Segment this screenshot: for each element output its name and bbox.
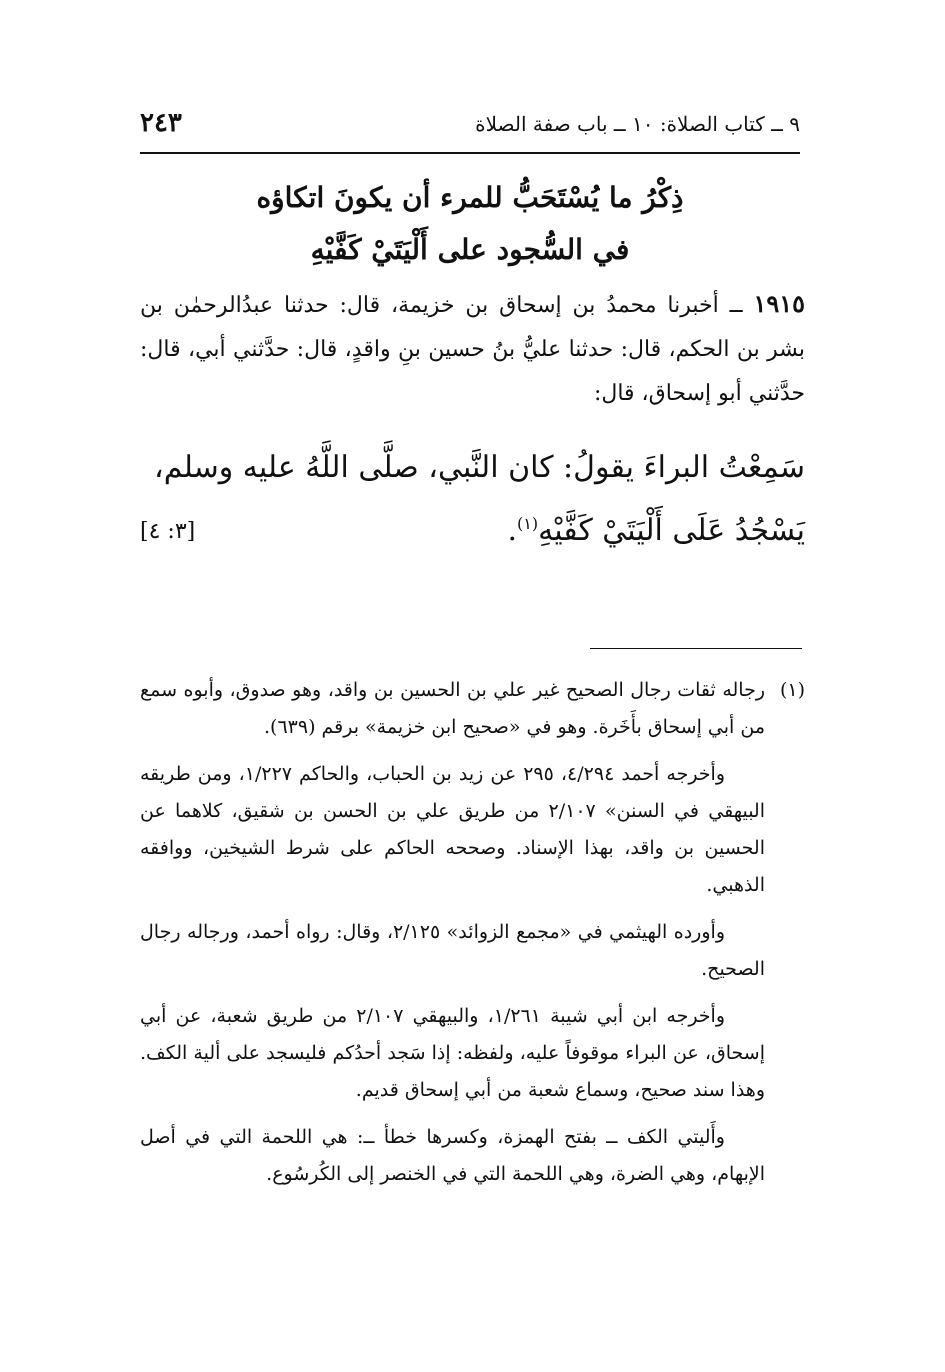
footnote-number: (١)	[779, 679, 805, 701]
footnote-marker: (١)	[517, 514, 539, 533]
matn-line-1: سَمِعْتُ البراءَ يقولُ: كان النَّبي، صلَّى اللَّهُ عليه وسلم،	[154, 450, 805, 485]
footnote-paragraph-2: وأخرجه أحمد ٤/٢٩٤، ٢٩٥ عن زيد بن الحباب، والحاكم ١/٢٢٧، ومن طريقه البيهقي في السنن» ٢/١٠٧ من طريق علي بن الحسن بن شقيق، كلاهما عن الحسين بن واقد، بهذا الإسناد. وصححه الحاكم على شرط الشيخين، ووافقه الذهبي.	[140, 763, 765, 896]
hadith-reference: [٣: ٤]	[140, 519, 196, 544]
matn-end: .	[507, 513, 518, 548]
chapter-title-line-2: في السُّجود على أَلْيَتَيْ كَفَّيْهِ	[310, 233, 630, 266]
footnote-paragraph-3: وأورده الهيثمي في «مجمع الزوائد» ٢/١٢٥، وقال: رواه أحمد، ورجاله رجال الصحيح.	[140, 921, 765, 980]
page-header	[140, 108, 800, 142]
matn-line-2	[140, 496, 805, 559]
header-rule	[140, 152, 800, 154]
footnote-paragraph-5: وأَليتي الكف ــ بفتح الهمزة، وكسرها خطأ ــ: هي اللحمة التي في أصل الإبهام، وهي الضرة، وهي اللحمة التي في الخنصر إلى الكُرسُوع.	[140, 1126, 765, 1185]
footnote-rule	[590, 648, 802, 649]
footnote-paragraph-1: رجاله ثقات رجال الصحيح غير علي بن الحسين بن واقد، وهو صدوق، وأبوه سمع من أبي إسحاق بأَخَرة. وهو في «صحيح ابن خزيمة» برقم (٦٣٩).	[140, 679, 765, 738]
hadith-matn	[140, 440, 805, 559]
footnotes	[140, 672, 805, 1203]
hadith-isnad	[140, 282, 805, 416]
matn-line-2-text: يَسْجُدُ عَلَى أَلْيَتَيْ كَفَّيْهِ	[538, 513, 805, 548]
chapter-title-line-1: ذِكْرُ ما يُسْتَحَبُّ للمرء أن يكونَ اتكاؤه	[256, 181, 684, 214]
footnote-paragraph-4: وأخرجه ابن أبي شيبة ١/٢٦١، والبيهقي ٢/١٠٧ من طريق شعبة، عن أبي إسحاق، عن البراء موقوفاً عليه، ولفظه: إذا سَجد أحدُكم فليسجد على ألية الكف. وهذا سند صحيح، وسماع شعبة من أبي إسحاق قديم.	[140, 1005, 765, 1101]
page-number: ٢٤٣	[140, 108, 182, 138]
isnad-text: ــ أخبرنا محمدُ بن إسحاق بن خزيمة، قال: حدثنا عبدُالرحمٰن بن بشر بن الحكم، قال: حدثنا عليُّ بنُ حسين بنِ واقدٍ، قال: حدَّثني أبي، قال: حدَّثني أبو إسحاق، قال:	[140, 293, 805, 406]
hadith-number: ١٩١٥	[753, 289, 806, 318]
chapter-title	[140, 172, 800, 276]
footnote-1	[140, 672, 805, 746]
running-head: ٩ ــ كتاب الصلاة: ١٠ ــ باب صفة الصلاة	[475, 112, 800, 136]
